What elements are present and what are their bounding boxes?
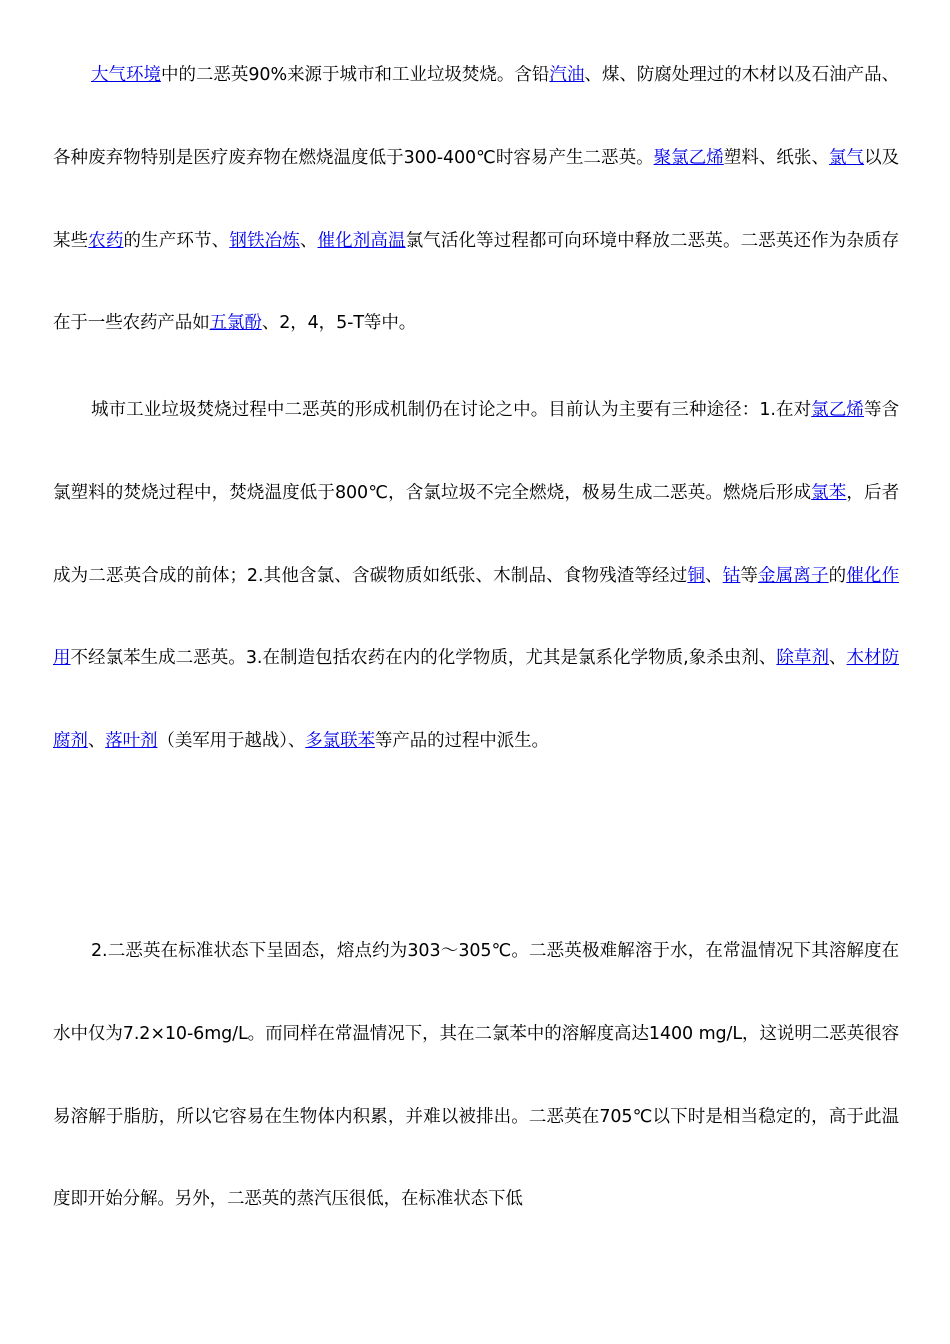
text-run: 等含氯塑料的焚烧过程中，焚烧温度低于800℃，含氯垃圾不完全燃烧，极易生成二恶英。燃烧后形成 [53, 400, 899, 503]
keyword-link[interactable]: 聚氯乙烯 [653, 147, 724, 168]
keyword-link[interactable]: 农药 [88, 230, 124, 251]
text-run: 、 [705, 565, 723, 586]
keyword-link[interactable]: 催化作用 [53, 565, 899, 669]
keyword-link[interactable]: 钴 [722, 565, 741, 586]
text-run: 、 [299, 230, 318, 251]
text-run: 中的二恶英90%来源于城市和工业垃圾焚烧。含铅 [160, 65, 550, 85]
text-run: 等 [740, 565, 758, 586]
text-run: 的 [828, 565, 847, 586]
text-run: ，后者成为二恶英合成的前体；2.其他含氯、含碳物质如纸张、木制品、食物残渣等经过 [53, 482, 899, 586]
keyword-link[interactable]: 氯苯 [811, 482, 847, 503]
keyword-link[interactable]: 金属离子 [758, 565, 829, 586]
keyword-link[interactable]: 铜 [687, 565, 706, 586]
keyword-link[interactable]: 催化剂高温 [317, 230, 406, 251]
keyword-link[interactable]: 钢铁冶炼 [229, 230, 300, 251]
text-run: （美军用于越战）、 [157, 731, 306, 752]
keyword-link[interactable]: 五氯酚 [209, 313, 262, 334]
text-run: 2.二恶英在标准状态下呈固态，熔点约为303～305℃。二恶英极难解溶于水，在常温情况下其溶解度在水中仅为7.2×10-6mg/L。而同样在常温情况下，其在二氯苯中的溶解度高达1400 mg/L，这说明二恶英很容易溶解于脂肪，所以它容易在生物体内积累，并难以被排出。二恶英在705℃以下时是相当稳定的，高于此温度即开始分解。另外，二恶英的蒸汽压很低，在标准状态下低 [53, 941, 899, 1210]
paragraph-physical-properties [53, 910, 899, 1241]
keyword-link[interactable]: 氯气 [829, 147, 865, 168]
paragraph-formation-mechanism [53, 369, 899, 783]
keyword-link[interactable]: 大气环境 [91, 65, 161, 85]
text-run: 氯气活化等过程都可向环境中释放二恶英。二恶英还作为杂质存在于一些农药产品如 [53, 230, 899, 334]
text-run: 、2，4，5-T等中。 [261, 313, 417, 334]
text-run: 、煤、防腐处理过的木材以及石油产品、各种废弃物特别是医疗废弃物在燃烧温度低于300-400℃时容易产生二恶英。 [53, 65, 899, 168]
keyword-link[interactable]: 汽油 [549, 65, 585, 85]
keyword-link[interactable]: 除草剂 [776, 648, 829, 669]
paragraph-dioxin-sources [53, 34, 899, 365]
keyword-link[interactable]: 木材防腐剂 [53, 648, 899, 752]
text-run: 的生产环节、 [123, 230, 230, 251]
text-run: 塑料、纸张、 [723, 147, 829, 168]
text-run: 等产品的过程中派生。 [374, 731, 549, 752]
keyword-link[interactable]: 多氯联苯 [305, 731, 375, 752]
text-run: 、 [829, 648, 847, 669]
text-run: 、 [87, 731, 106, 752]
text-run: 城市工业垃圾焚烧过程中二恶英的形成机制仍在讨论之中。目前认为主要有三种途径：1.在对 [91, 400, 812, 420]
text-run: 以及某些 [53, 147, 900, 251]
keyword-link[interactable]: 氯乙烯 [811, 400, 864, 420]
keyword-link[interactable]: 落叶剂 [105, 731, 158, 752]
text-run: 不经氯苯生成二恶英。3.在制造包括农药在内的化学物质，尤其是氯系化学物质,象杀虫剂、 [70, 648, 777, 669]
